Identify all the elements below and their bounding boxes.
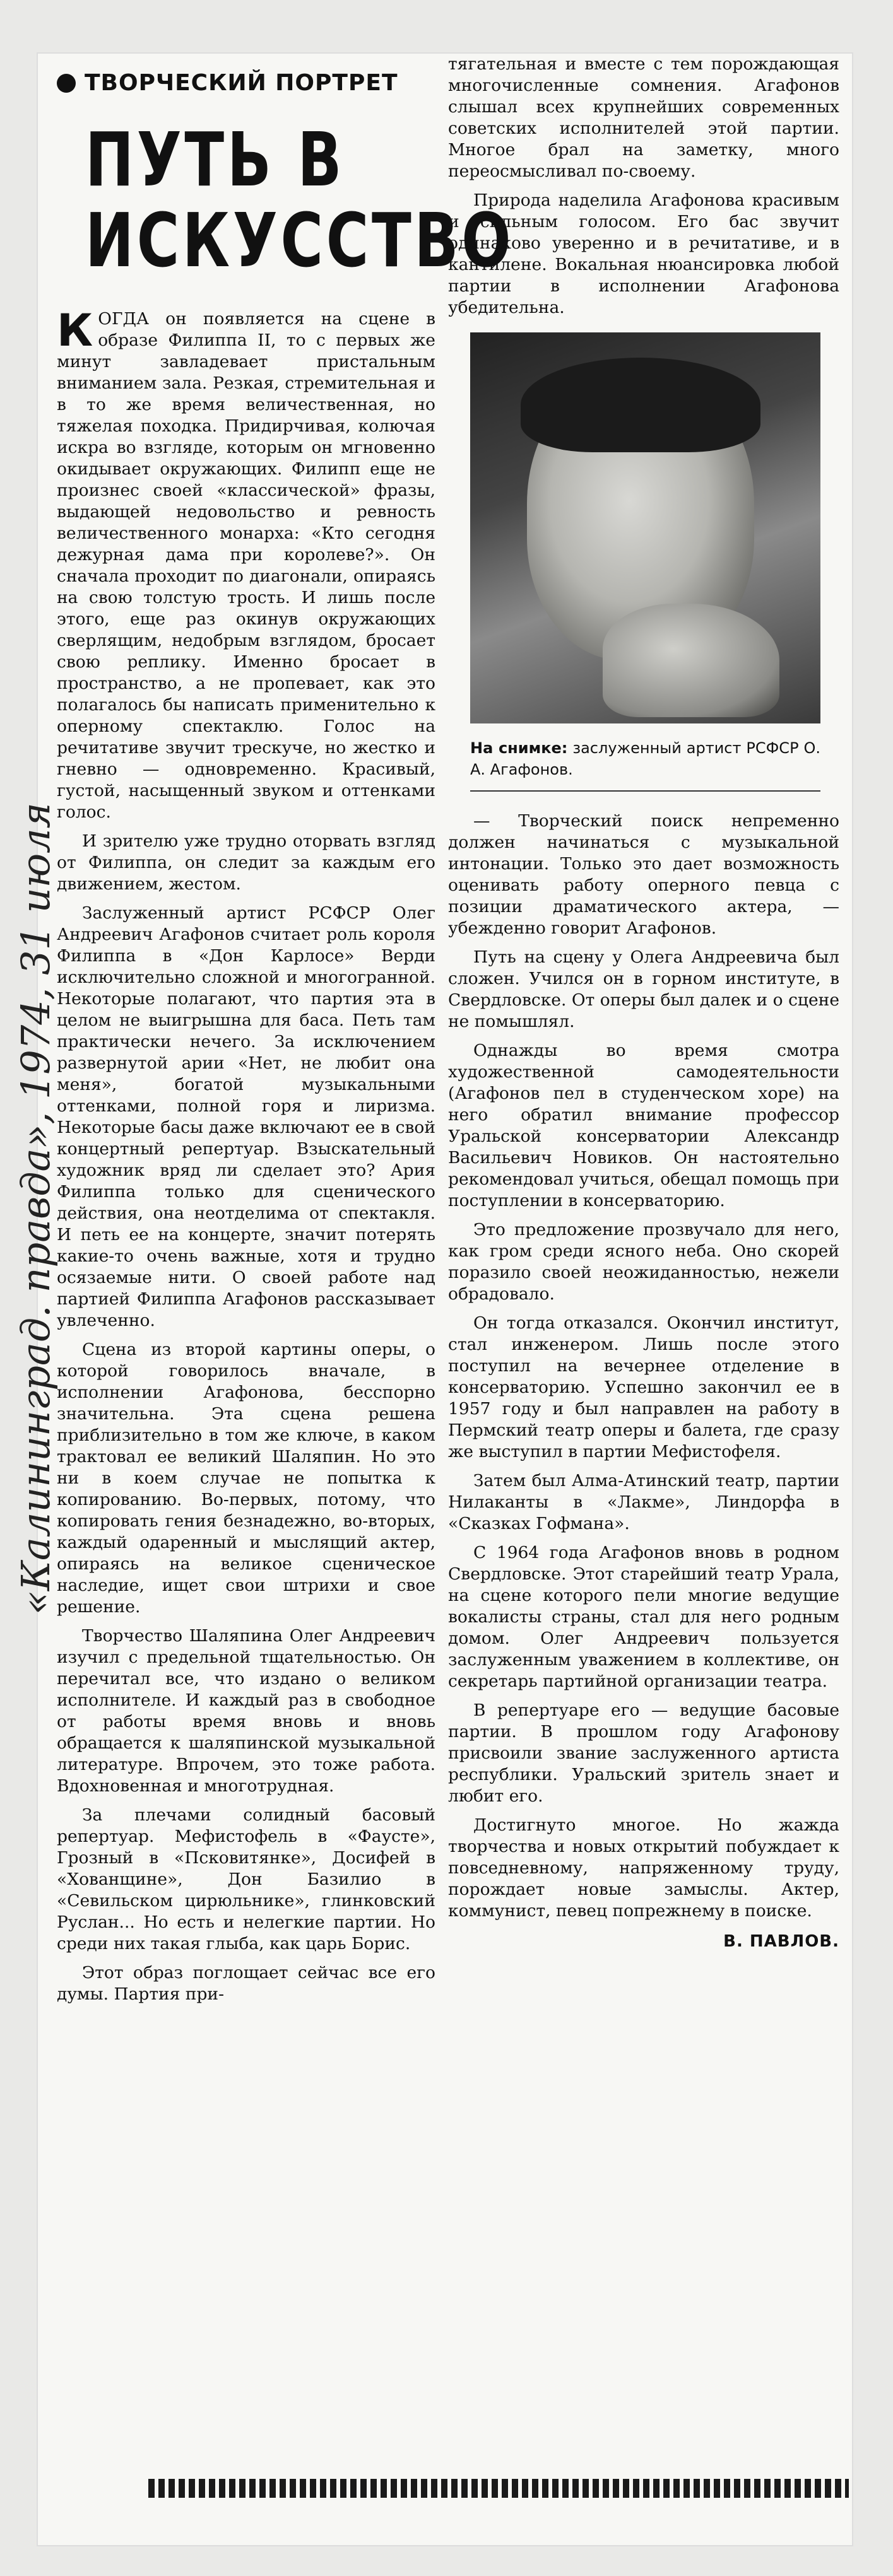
article-paragraph: Это предложение прозвучало для него, как гром среди ясного неба. Оно скорей поразило своей неожиданностью, нежели обрадовало. [448,1220,839,1304]
article-paragraph: С 1964 года Агафонов вновь в родном Свердловске. Этот старейший театр Урала, на сцене которого пели многие ведущие вокалисты страны, стал для него родным домом. Олег Андреевич пользуется заслуженным уважением в коллективе, он секретарь партийной организации театра. [448,1543,839,1691]
article-paragraph: — Творческий поиск непременно должен начинаться с музыкальной интонации. Только это дает возможность оценивать работу оперного певца с позиции драматического актера, — убежденно говорит Агафонов. [448,811,839,938]
article-paragraph: тягательная и вместе с тем порождающая многочисленные сомнения. Агафонов слышал всех крупнейших современных советских исполнителей этой партии. Многое брал на заметку, много переосмысливал по-своему. [448,54,839,181]
author-byline: В. ПАВЛОВ. [723,1932,839,1951]
rubric [57,70,435,96]
caption-text: заслуженный артист РСФСР О. А. Агафонов. [470,739,820,778]
portrait-photo [470,332,820,723]
article-paragraph [57,305,435,823]
right-column [448,54,839,1952]
article-paragraph: Природа наделила Агафонова красивым и сильным голосом. Его бас звучит одинаково уверенно и в речитативе, и в кантилене. Вокальная нюансировка любой партии в исполнении Агафонова убедительна. [448,190,839,317]
caption-lead: На снимке: [470,739,568,757]
article-paragraph: Творчество Шаляпина Олег Андреевич изучил с предельной тщательностью. Он перечитал все, что издано о великом исполнителе. И каждый раз в свободное от работы время вновь и вновь обращается к шаляпинской музыкальной литературе. Впрочем, это тоже работа. Вдохновенная и многотрудная. [57,1626,435,1796]
headline-line-2: ИСКУССТВО [85,197,514,284]
drop-cap: К [57,305,93,356]
article-paragraph: В репертуаре его — ведущие басовые партии. В прошлом году Агафонову присвоили звание заслуженного артиста республики. Уральский зритель знает и любит его. [448,1701,839,1806]
photo-caption [470,737,820,780]
bottom-border-pattern [148,2479,849,2498]
headline [85,116,514,284]
photo-hair-shape [521,358,760,452]
article-paragraph: И зрителю уже трудно оторвать взгляд от Филиппа, он следит за каждым его движением, жестом. [57,831,435,894]
article-paragraph: Достигнуто многое. Но жажда творчества и новых открытий побуждает к повседневному, напряженному труду, порождает новые замыслы. Актер, коммунист, певец попрежнему в поиске. [448,1815,839,1921]
left-column [57,54,514,2005]
article-paragraph: Затем был Алма-Атинский театр, партии Нилаканты в «Лакме», Линдорфа в «Сказках Гофмана». [448,1471,839,1533]
paragraph-text: ОГДА он появляется на сцене в образе Филиппа II, то с первых же минут завладевает пристальным вниманием зала. Резкая, стремительная и в то же время величественная, но тяжелая походка. Придирчивая, колючая искра во взгляде, которым он мгновенно окидывает окружающих. Филипп еще не произнес своей «классической» фразы, выдающей недовольство и ревность величественного монарха: «Кто сегодня дежурная дама при королеве?». Он сначала проходит по диагонали, опираясь на свою толстую трость. И лишь после этого, еще раз окинув окружающих сверлящим, недобрым взглядом, бросает свою реплику. Именно бросает в пространство, а не пропевает, как это полагалось бы написать применительно к оперному спектаклю. Голос на речитативе звучит трескуче, но жестко и гневно — одновременно. Красивый, густой, насыщенный звуком и оттенками голос. [57,309,435,822]
article-paragraph: Сцена из второй картины оперы, о которой говорилось вначале, в исполнении Агафонова, бесспорно значительна. Эта сцена решена приблизительно в том же ключе, в каком трактовал ее великий Шаляпин. Но это ни в коем случае не попытка к копированию. Во-первых, потому, что копировать гения безнадежно, во-вторых, каждый одаренный и мыслящий актер, опираясь на великое сценическое наследие, ищет свои штрихи и свое решение. [57,1340,435,1617]
bullet-icon [57,74,76,93]
photo-hand-shape [603,604,779,717]
handwritten-source-note: «Калининград. правда», 1974, 31 июля [13,802,59,1615]
headline-line-1: ПУТЬ В [85,116,345,203]
article-paragraph: За плечами солидный басовый репертуар. Мефистофель в «Фаусте», Грозный в «Псковитянке», Досифей в «Хованщине», Дон Базилио в «Севильском цирюльнике», глинковский Руслан... Но есть и нелегкие партии. Но среди них такая глыба, как царь Борис. [57,1805,435,1953]
article-paragraph: Он тогда отказался. Окончил институт, стал инженером. Лишь после этого поступил на вечернее отделение в консерваторию. Успешно закончил ее в 1957 году и был направлен на работу в Пермский театр оперы и балета, где сразу же выступил в партии Мефистофеля. [448,1313,839,1461]
newspaper-clipping [38,54,852,2545]
rubric-label: ТВОРЧЕСКИЙ ПОРТРЕТ [85,70,398,96]
article-paragraph: Этот образ поглощает сейчас все его думы. Партия при- [57,1963,435,2004]
article-paragraph: Заслуженный артист РСФСР Олег Андреевич Агафонов считает роль короля Филиппа в «Дон Карлосе» Верди исключительно сложной и многогранной. Некоторые полагают, что партия эта в целом не выигрышна для баса. Петь там практически нечего. За исключением развернутой арии «Нет, не любит она меня», богатой музыкальными оттенками, полной горя и лиризма. Некоторые басы даже включают ее в свой концертный репертуар. Взыскательный художник вряд ли сделает это? Ария Филиппа только для сценического действия, она неотделима от спектакля. И петь ее на концерте, значит потерять какие-то очень важные, хотя и трудно осязаемые нити. О своей работе над партией Филиппа Агафонов рассказывает увлеченно. [57,903,435,1330]
article-paragraph: Однажды во время смотра художественной самодеятельности (Агафонов пел в студенческом хоре) на него обратил внимание профессор Уральской консерватории Александр Васильевич Новиков. Он настоятельно рекомендовал учиться, обещал помощь при поступлении в консерваторию. [448,1041,839,1210]
article-paragraph: Путь на сцену у Олега Андреевича был сложен. Учился он в горном институте, в Свердловске. От оперы был далек и о сцене не помышлял. [448,947,839,1031]
